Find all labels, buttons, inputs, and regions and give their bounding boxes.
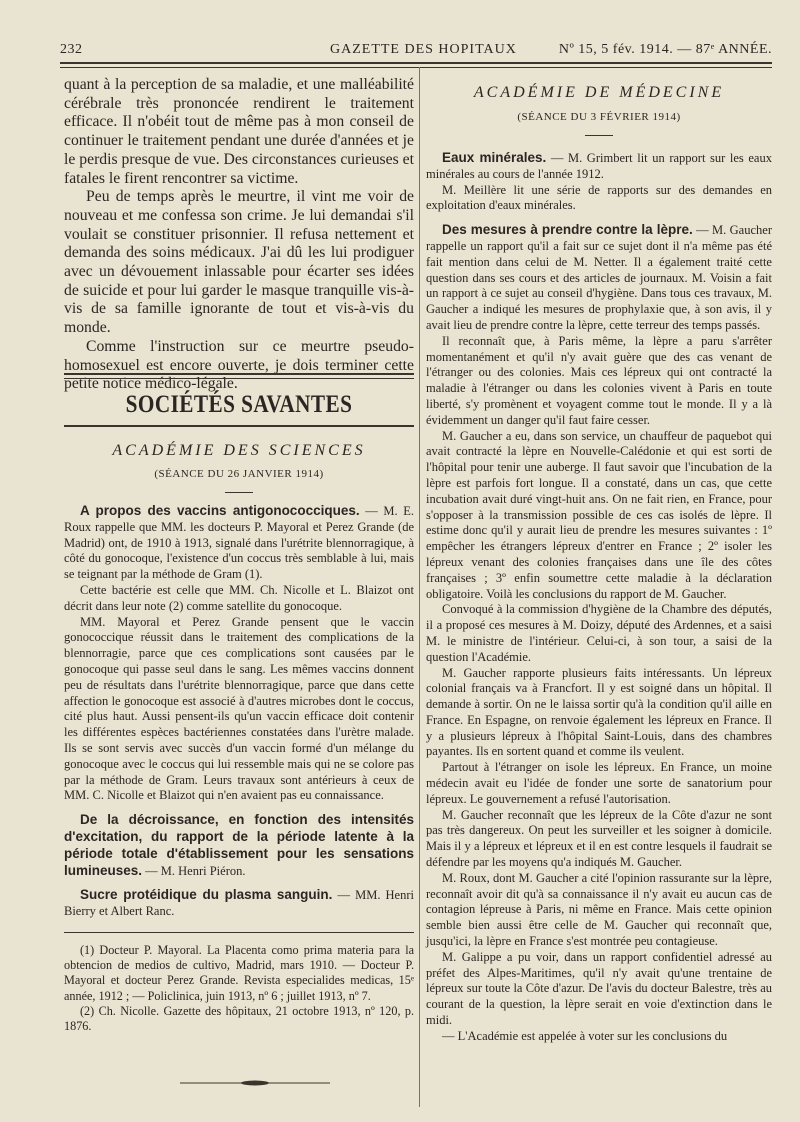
journal-title: GAZETTE DES HOPITAUX <box>330 42 517 57</box>
eaux-heading: Eaux minérales. <box>442 150 547 165</box>
section-title: SOCIÉTÉS SAVANTES <box>125 391 353 418</box>
footnote-1: (1) Docteur P. Mayoral. La Placenta como prima materia para la obtencion de medios de cultivo, Madrid, mars 1910. — Docteur P. Mayoral et docteur Perez Grande. Revista especialides medicas, 15ᵉ année, 1912 ; — Policlinica, juin 1913, nº 6 ; juillet 1913, nº 7. <box>64 942 414 1003</box>
issue-info: Nº 15, 5 fév. 1914. — 87ᵉ ANNÉE. <box>558 42 772 57</box>
vaccins-paragraph-3: MM. Mayoral et Perez Grande pensent que le vaccin gonococcique réussit dans le traitement des complications de la blennorragie, parce que ces complications sont causées par le gonocoque qui passe seul dans le sang. Les mêmes vaccins donnent peu de résultats dans l'urétrite blennorragique, parce que dans cette affection le gonocoque est associé à d'autres microbes dont le coccus, cité plus haut. Aussi pensent-ils qu'un vaccin efficace doit contenir les différentes espèces bactériennes constatées dans l'urètre malade. Ils se sont servis avec succès d'un vaccin formé d'un mélange du gonocoque avec le coccus qui lui ressemble mais qui ne se colore pas par la méthode de Gram. Leurs travaux sont antérieurs à ceux de MM. C. Nicolle et Blaizot qui n'en avaient pas eu connaissance. <box>64 614 414 803</box>
lepre-paragraph: Des mesures à prendre contre la lèpre. — M. Gaucher rappelle un rapport qu'il a fait sur ce sujet dont il n'a même pas été fait mention dans celui de M. Netter. Il a également traité cette question dans ses cours et des articles de journaux. M. Voisin a fait un rapport à ce sujet au conseil d'hygiène. Dans tous ces travaux, M. Gaucher a indiqué les mesures de prophylaxie que, à son avis, il y avait lieu de prendre contre la lèpre, cette terreur des temps passés. <box>426 222 772 332</box>
vaccins-paragraph-2: Cette bactérie est celle que MM. Ch. Nicolle et L. Blaizot ont décrit dans leur note (2) comme satellite du gonocoque. <box>64 582 414 613</box>
eaux-paragraph: Eaux minérales. — M. Grimbert lit un rapport sur les eaux minérales au cours de l'année 1912. <box>426 150 772 181</box>
vaccins-paragraph: A propos des vaccins antigonococciques. — M. E. Roux rappelle que MM. les docteurs P. Mayoral et Perez Grande (de Madrid) ont, de 1910 à 1913, signalé dans l'urétrite blennorragique, à côté du gonocoque, l'existence d'un coccus très semblable à lui, mais se teignant par la méthode de Gram (1). <box>64 503 414 582</box>
body-paragraph: Partout à l'étranger on isole les lépreux. En France, un moine médecin avait eu l'idée de fonder une sorte de sanatorium pour lépreux. Le gouvernement a refusé l'autorisation. <box>426 760 772 806</box>
column-divider <box>419 67 420 1107</box>
section-rule-top <box>64 373 414 375</box>
section-rule-top-thin <box>64 378 414 379</box>
meillere-paragraph: M. Meillère lit une série de rapports sur des demandes en exploitation d'eaux minérales. <box>426 182 772 213</box>
intro-paragraph: quant à la perception de sa maladie, et une malléabilité cérébrale très prononcée rendirent le traitement efficace. Il n'obéit tout de même pas à mon conseil de continuer le traitement pendant une durée d'années et je le perdis presque de vue. Des circonstances curieuses et fatales le firent rencontrer sa victime. <box>64 76 414 187</box>
footnote-2: (2) Ch. Nicolle. Gazette des hôpitaux, 21 octobre 1913, nº 120, p. 1876. <box>64 1003 414 1033</box>
body-paragraph: Il reconnaît que, à Paris même, la lèpre a paru s'arrêter momentanément et qu'il n'y avait guère que des cas venant de l'étranger ou des colonies. Mais ces lépreux qui ont contracté la maladie à l'étranger ou dans les colonies vivent à Paris en toute liberté, s'y promènent et voyagent comme tout le monde. Il y a là évidemment un danger qu'il faut faire cesser. <box>426 333 772 427</box>
sucre-heading: Sucre protéidique du plasma sanguin. <box>80 887 333 903</box>
body-paragraph: — L'Académie est appelée à voter sur les conclusions du <box>442 1028 728 1043</box>
session-date: (SÉANCE DU 3 FÉVRIER 1914) <box>517 111 681 123</box>
left-column-intro <box>64 76 414 394</box>
right-column <box>426 84 772 1045</box>
academy-heading: ACADÉMIE DE MÉDECINE <box>473 84 725 101</box>
sucre-paragraph: Sucre protéidique du plasma sanguin. — MM. Henri Bierry et Albert Ranc. <box>64 887 414 919</box>
academy-heading: ACADÉMIE DES SCIENCES <box>112 442 366 459</box>
body-paragraph: M. Galippe a pu voir, dans un rapport confidentiel adressé au préfet des Alpes-Maritimes, qu'il n'y avait qu'une trentaine de lépreux sur toute la Côte d'azur. De l'avis du docteur Balestre, très au courant de la question, la lèpre serait en voie d'extinction dans le midi. <box>426 949 772 1028</box>
footnote-rule <box>64 932 414 933</box>
left-column-societies <box>64 442 414 1034</box>
decroissance-paragraph: De la décroissance, en fonction des intensités d'excitation, du rapport de la période latente à la période totale d'établissement pour les sensations lumineuses. — M. Henri Piéron. <box>64 812 414 878</box>
body-paragraph: M. Roux, dont M. Gaucher a cité l'opinion rassurante sur la lèpre, reconnaît avoir dit qu'à sa connaissance il n'y avait eu aucun cas de contagion lépreuse à Paris, ni même en France. Mais cette opinion semble bien aussi être celle de M. Gaucher qui reconnaît que, jusqu'ici, la lèpre en France s'est montrée peu contagieuse. <box>426 870 772 949</box>
short-rule <box>225 492 253 493</box>
decroissance-heading: De la décroissance, en fonction des intensités d'excitation, du rapport de la période latente à la période totale d'établissement pour les sensations lumineuses. <box>64 812 414 878</box>
header-rule-thin <box>60 67 772 68</box>
section-rule-bottom <box>64 425 414 427</box>
intro-paragraph: Comme l'instruction sur ce meurtre pseudo-homosexuel est encore ouverte, je dois terminer cette petite notice médico-légale. <box>64 337 414 393</box>
short-rule <box>585 135 613 136</box>
footnotes <box>64 943 414 1034</box>
lepre-heading: Des mesures à prendre contre la lèpre. <box>442 222 693 238</box>
header-rule <box>60 62 772 64</box>
page-number: 232 <box>60 42 83 57</box>
body-paragraph: M. Gaucher a eu, dans son service, un chauffeur de paquebot qui avait contracté la lèpre en Nouvelle-Calédonie et qui est sorti de l'hôpital pour tenir une auberge. Il faut savoir que l'incubation de la lèpre est parfois fort longue. Il a constaté, dans un cas, que cette incubation avait duré vingt-huit ans. On ne fait rien, en France, pour s'opposer à la transmission possible de ces cas isolés de lèpre. Il estime donc qu'il y aurait lieu de prendre les mesures suivantes : 1º empêcher les étrangers lépreux d'entrer en France ; 2º isoler les lépreux venant des colonies françaises dans une île des côtes françaises ; 3º enfin soumettre cette maladie à la déclaration obligatoire. Voilà les conclusions du rapport de M. Gaucher. <box>426 428 772 601</box>
session-date: (SÉANCE DU 26 JANVIER 1914) <box>154 468 324 480</box>
intro-paragraph: Peu de temps après le meurtre, il vint me voir de nouveau et me confessa son crime. Je lui demandai s'il voulait se constituer prisonnier. Il refusa nettement et demanda des soins médicaux. J'ai dû les lui prodiguer avec un dévouement inlassable pour écarter ses idées de suicide et pour lui garder le masque tranquille vis-à-vis de sa famille ignorante de tout et vis-à-vis du monde. <box>64 188 414 337</box>
body-paragraph: M. Gaucher rapporte plusieurs faits intéressants. Un lépreux colonial français va à Francfort. Il y est soigné dans un hôpital. Il demande à sortir. On ne le laissa sortir qu'à la condition qu'il aille en France. En Espagne, on renvoie également les lépreux en France. Il y a plusieurs lépreux à l'hôpital Saint-Louis, dans des chambres payantes. Ils en sortent quand et comme ils veulent. <box>426 665 772 759</box>
running-header <box>60 42 772 58</box>
vaccins-heading: A propos des vaccins antigonococciques. <box>80 503 360 518</box>
body-paragraph: Convoqué à la commission d'hygiène de la Chambre des députés, il a proposé ces mesures à M. Doizy, député des Ardennes, et a saisi M. le ministre de l'intérieur. Celui-ci, à son tour, a saisi de la question l'Académie. <box>426 602 772 664</box>
end-ornament <box>180 1080 330 1086</box>
body-paragraph: M. Gaucher reconnaît que les lépreux de la Côte d'azur ne sont pas très dangereux. On peut les surveiller et les soigner à domicile. Mais il y a lépreux et lépreux et il en est contre lesquels il faudrait se défendre par les moyens qu'a indiqués M. Gaucher. <box>426 807 772 870</box>
